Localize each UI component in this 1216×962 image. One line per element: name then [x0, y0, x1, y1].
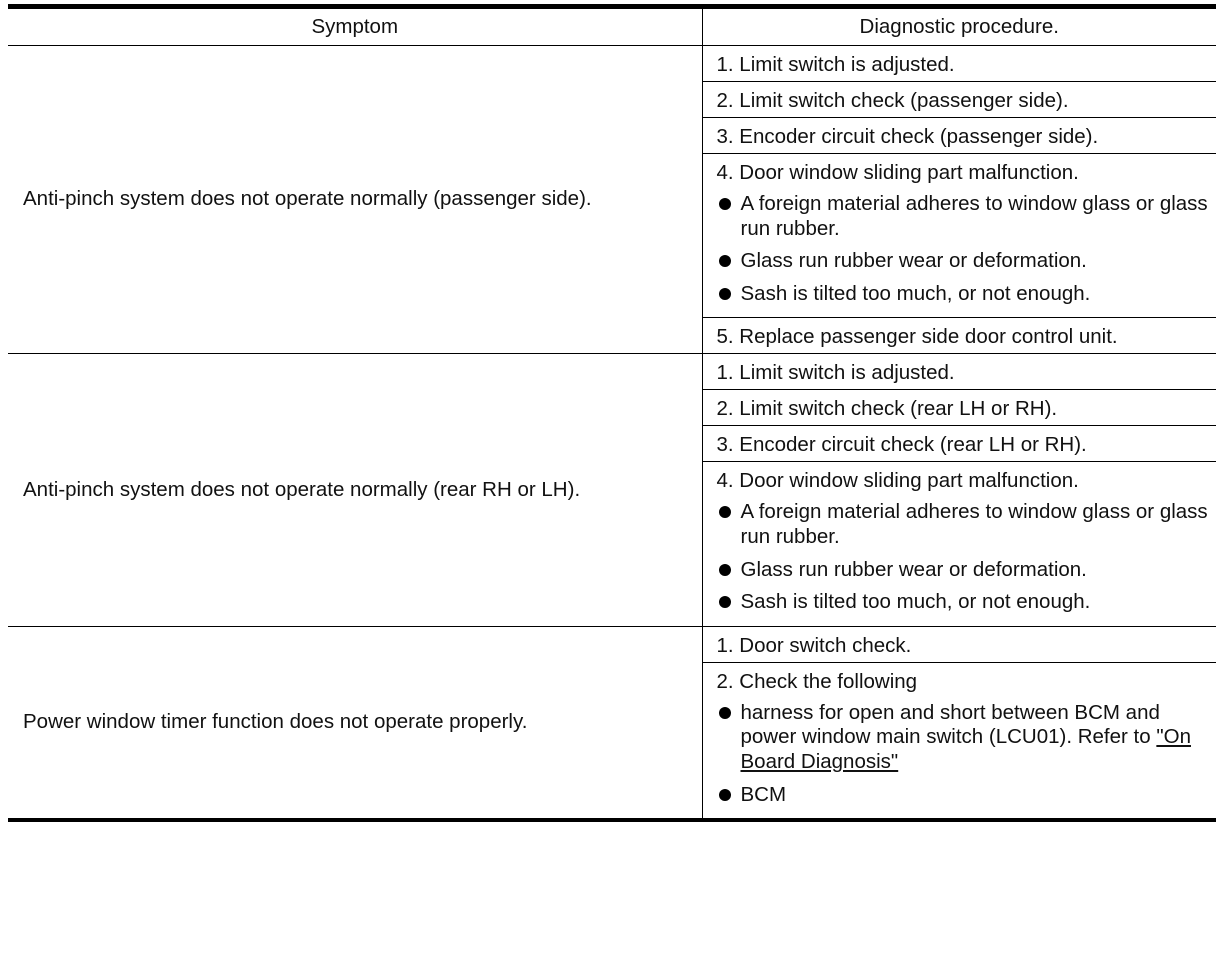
procedure-step [703, 426, 1216, 462]
symptom-cell: Anti-pinch system does not operate normally (rear RH or LH). [8, 354, 702, 626]
procedure-step [703, 390, 1216, 426]
step-title: 2. Limit switch check (passenger side). [716, 89, 1069, 112]
procedure-cell [702, 46, 1216, 354]
step-title: 4. Door window sliding part malfunction. [716, 161, 1079, 184]
procedure-cell [702, 354, 1216, 626]
symptom-cell: Anti-pinch system does not operate normally (passenger side). [8, 46, 702, 354]
step-title: 4. Door window sliding part malfunction. [716, 469, 1079, 493]
bullet-item [703, 780, 1216, 813]
bullet-item [703, 555, 1216, 588]
procedure-step [703, 354, 1216, 390]
procedure-step [703, 46, 1216, 82]
bullet-dot-icon [719, 564, 731, 576]
bullet-item [703, 587, 1216, 620]
procedure-column-header: Diagnostic procedure. [702, 7, 1216, 46]
bullet-dot-icon [719, 255, 731, 267]
bullet-list [703, 497, 1216, 625]
bullet-text: Sash is tilted too much, or not enough. [740, 281, 1091, 305]
bullet-dot-icon [719, 596, 731, 608]
bullet-dot-icon [719, 198, 731, 210]
bullet-list [703, 698, 1216, 818]
procedure-step [703, 462, 1216, 625]
table-row [8, 46, 1216, 354]
symptom-cell: Power window timer function does not operate properly. [8, 626, 702, 820]
procedure-step [703, 82, 1216, 118]
step-title: 2. Limit switch check (rear LH or RH). [716, 397, 1058, 421]
bullet-text [741, 701, 1209, 775]
table-row [8, 354, 1216, 626]
procedure-cell [702, 626, 1216, 820]
on-board-diagnosis-link[interactable]: "On Board Diagnosis" [740, 725, 1191, 773]
bullet-dot-icon [719, 789, 731, 801]
bullet-list [703, 189, 1216, 317]
bullet-text: Sash is tilted too much, or not enough. [740, 590, 1091, 614]
bullet-text: BCM [740, 782, 787, 806]
step-title: 2. Check the following [716, 669, 918, 693]
step-title: 1. Limit switch is adjusted. [716, 361, 955, 385]
bullet-text: A foreign material adheres to window glass or glass run rubber. [740, 500, 1208, 548]
step-title: 3. Encoder circuit check (rear LH or RH). [716, 433, 1087, 457]
procedure-step [703, 663, 1216, 818]
table-header-row [8, 7, 1216, 46]
step-title: 5. Replace passenger side door control unit. [716, 325, 1118, 349]
bullet-item [703, 246, 1216, 279]
procedure-step [703, 154, 1216, 318]
diagnosis-table [8, 4, 1216, 822]
bullet-dot-icon [719, 288, 731, 300]
bullet-item [703, 189, 1216, 246]
step-title: 1. Limit switch is adjusted. [716, 53, 955, 76]
step-title: 1. Door switch check. [716, 633, 912, 657]
bullet-text: Glass run rubber wear or deformation. [740, 557, 1087, 581]
procedure-step [703, 627, 1216, 663]
bullet-dot-icon [719, 707, 731, 719]
bullet-text: Glass run rubber wear or deformation. [740, 249, 1087, 273]
bullet-item [703, 279, 1216, 312]
step-title: 3. Encoder circuit check (passenger side). [716, 125, 1099, 148]
table-row [8, 626, 1216, 820]
procedure-step [703, 118, 1216, 154]
procedure-step [703, 318, 1216, 353]
bullet-item [703, 497, 1216, 554]
bullet-text-body: harness for open and short between BCM and power window main switch (LCU01). Refer to [740, 700, 1160, 749]
bullet-item [703, 698, 1216, 780]
bullet-text: A foreign material adheres to window glass or glass run rubber. [740, 192, 1208, 240]
bullet-dot-icon [719, 506, 731, 518]
symptom-column-header: Symptom [8, 7, 702, 46]
